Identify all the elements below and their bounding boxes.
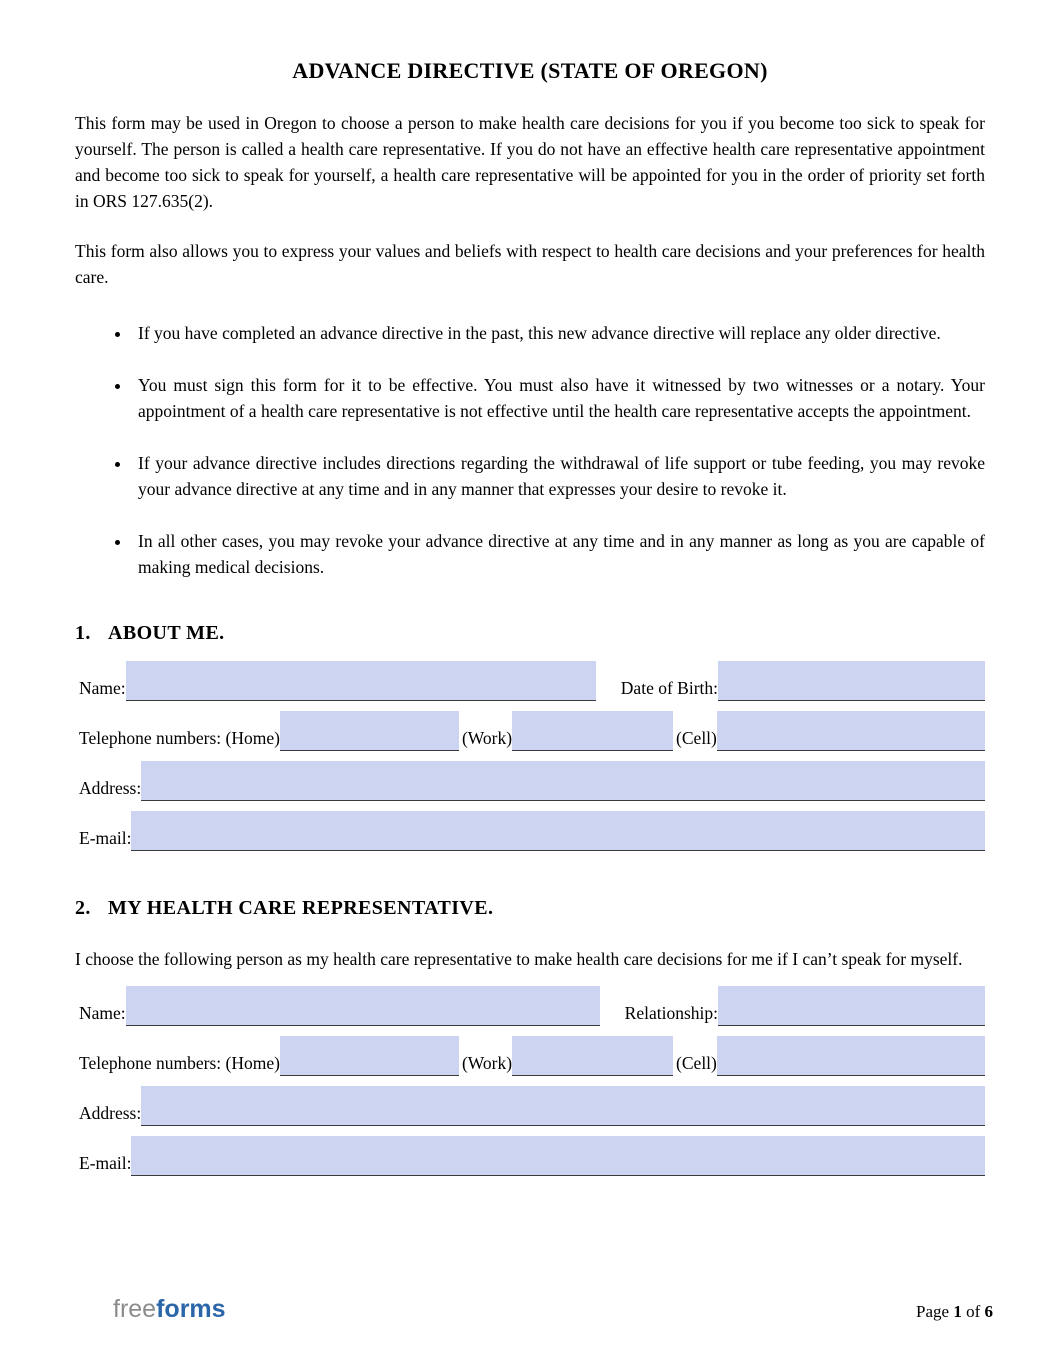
- brand-free-text: free: [113, 1295, 157, 1323]
- page-title: ADVANCE DIRECTIVE (STATE OF OREGON): [292, 58, 768, 83]
- section-2-intro: I choose the following person as my health care representative to make health care decisions for me if I can’t speak for myself.: [75, 949, 963, 969]
- rep-telephone-home-label: Telephone numbers: (Home): [79, 1053, 280, 1073]
- email-label: E-mail:: [79, 828, 132, 848]
- email-input[interactable]: [131, 811, 985, 851]
- section-1-title: ABOUT ME.: [108, 622, 225, 644]
- telephone-home-input[interactable]: [280, 711, 459, 751]
- address-label: Address:: [79, 778, 142, 798]
- bullet-item: • In all other cases, you may revoke your advance directive at any time and in any manner as long as you are capable of making medical decisions.: [132, 528, 985, 580]
- section-2-heading: [75, 897, 985, 920]
- rep-telephone-home-input[interactable]: [280, 1036, 459, 1076]
- telephone-work-label: (Work): [461, 728, 513, 748]
- address-input[interactable]: [141, 761, 985, 801]
- rep-address-input[interactable]: [141, 1086, 985, 1126]
- page-total: 6: [984, 1302, 993, 1321]
- section-1-form: [79, 661, 985, 851]
- brand-forms-text: forms: [156, 1295, 226, 1323]
- section-1-number: 1.: [75, 622, 91, 644]
- relationship-label: Relationship:: [624, 1003, 718, 1023]
- intro-paragraph-2: This form also allows you to express your values and beliefs with respect to health care decisions and your preferences for health care.: [75, 241, 985, 287]
- bullet-item: • You must sign this form for it to be effective. You must also have it witnessed by two witnesses or a notary. Your appointment of a health care representative is not effective until the health care representative accepts the appointment.: [132, 372, 985, 424]
- bullet-item: • If you have completed an advance directive in the past, this new advance directive will replace any older directive.: [132, 320, 985, 346]
- section-2-form: [79, 986, 985, 1176]
- rep-email-input[interactable]: [131, 1136, 985, 1176]
- of-word: of: [961, 1302, 985, 1321]
- rep-name-input[interactable]: [126, 986, 600, 1026]
- telephone-home-label: Telephone numbers: (Home): [79, 728, 280, 748]
- rep-email-label: E-mail:: [79, 1153, 132, 1173]
- section-2-title: MY HEALTH CARE REPRESENTATIVE.: [108, 897, 494, 919]
- rep-telephone-work-label: (Work): [461, 1053, 513, 1073]
- section-2-number: 2.: [75, 897, 91, 919]
- page-footer: [113, 1295, 993, 1324]
- form-row-rep-telephone: [79, 1036, 985, 1076]
- form-row-name-dob: [79, 661, 985, 701]
- freeforms-logo: [113, 1295, 226, 1324]
- relationship-input[interactable]: [718, 986, 985, 1026]
- section-1-heading: [75, 622, 985, 645]
- rep-telephone-work-input[interactable]: [512, 1036, 673, 1076]
- date-of-birth-input[interactable]: [718, 661, 985, 701]
- page-number-label: [916, 1302, 993, 1322]
- rep-telephone-cell-input[interactable]: [717, 1036, 985, 1076]
- telephone-cell-input[interactable]: [717, 711, 985, 751]
- date-of-birth-label: Date of Birth:: [620, 678, 718, 698]
- form-row-name-relationship: [79, 986, 985, 1026]
- form-row-telephone: [79, 711, 985, 751]
- form-row-rep-address: [79, 1086, 985, 1126]
- intro-paragraph-1: This form may be used in Oregon to choose a person to make health care decisions for you if you become too sick to speak for yourself. The person is called a health care representative. If you do not have an effective health care representative appointment and become too sick to speak for yourself, a health care representative will be appointed for you in the order of priority set forth in ORS 127.635(2).: [75, 113, 985, 211]
- rep-address-label: Address:: [79, 1103, 142, 1123]
- name-input[interactable]: [126, 661, 596, 701]
- telephone-cell-label: (Cell): [676, 728, 717, 748]
- rep-name-label: Name:: [79, 1003, 126, 1023]
- page-word: Page: [916, 1302, 954, 1321]
- page-current: 1: [953, 1302, 962, 1321]
- form-row-address: [79, 761, 985, 801]
- form-row-email: [79, 811, 985, 851]
- bullet-list: [75, 320, 985, 580]
- bullet-item: • If your advance directive includes directions regarding the withdrawal of life support or tube feeding, you may revoke your advance directive at any time and in any manner that expresses your desire to revoke it.: [132, 450, 985, 502]
- telephone-work-input[interactable]: [512, 711, 673, 751]
- form-row-rep-email: [79, 1136, 985, 1176]
- rep-telephone-cell-label: (Cell): [676, 1053, 717, 1073]
- name-label: Name:: [79, 678, 126, 698]
